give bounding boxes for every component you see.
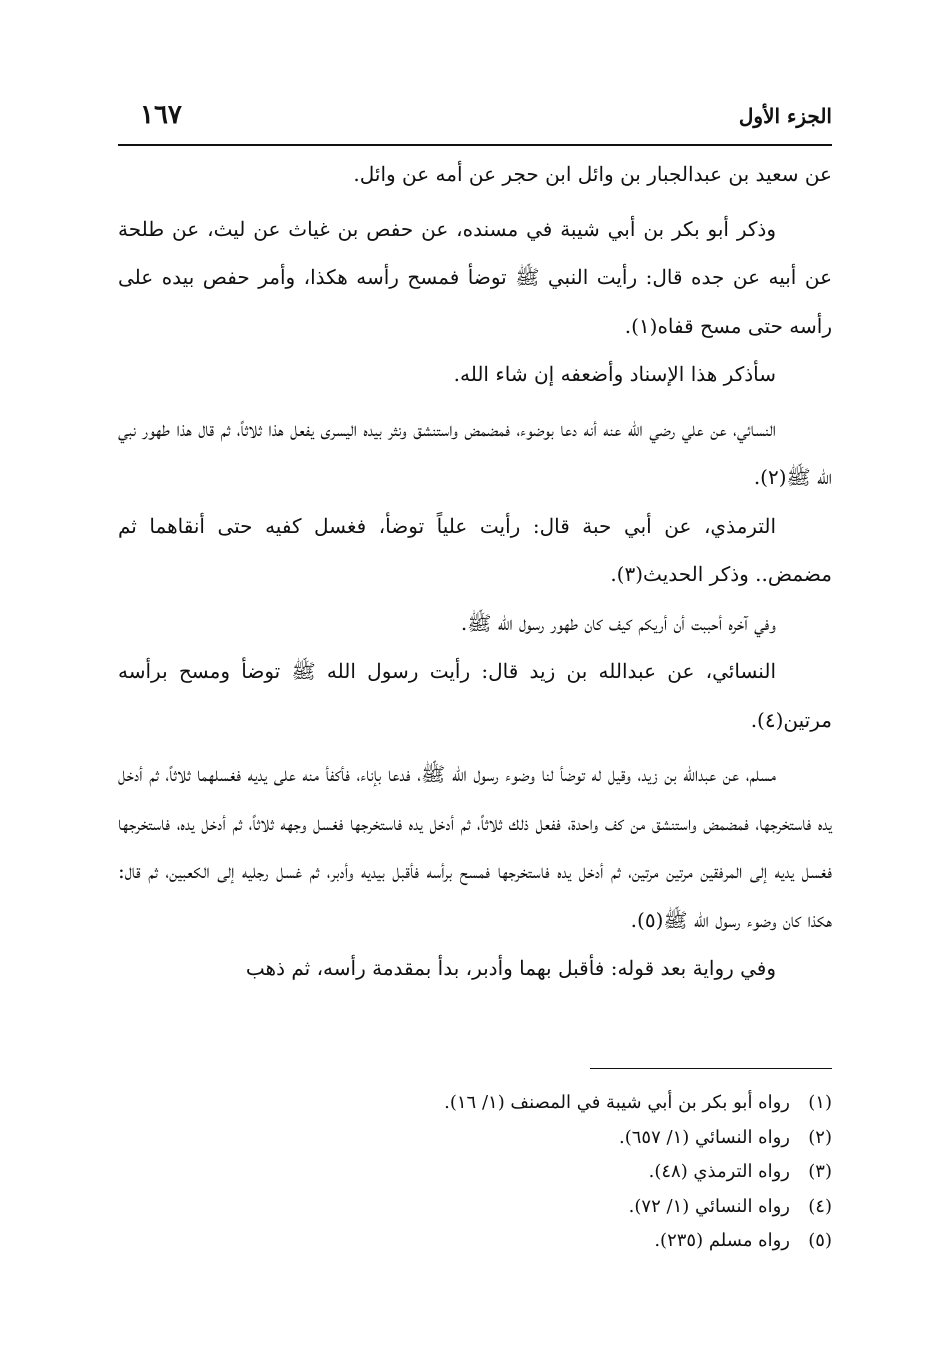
paragraph: وفي آخره أحببت أن أريكم كيف كان طهور رسول الله ﷺ. [460, 610, 776, 635]
paragraph: وذكر أبو بكر بن أبي شيبة في مسنده، عن حفص بن غياث عن ليث، عن طلحة عن أبيه عن جده قال: رأيت النبي ﷺ توضأ فمسح رأسه هكذا، وأمر حفص بيده على رأسه حتى مسح قفاه(١). [118, 216, 833, 338]
footnote-number: (٥) [808, 1230, 832, 1251]
footnote-text: رواه النسائي (١/ ٦٥٧). [619, 1126, 790, 1148]
footnote-rule [590, 1068, 832, 1069]
footnote [118, 1224, 832, 1259]
paragraph: الترمذي، عن أبي حبة قال: رأيت علياً توضأ، فغسل كفيه حتى أنقاهما ثم مضمض.. وذكر الحديث(٣). [118, 513, 832, 586]
paragraph: سأذكر هذا الإسناد وأضعفه إن شاء الله. [453, 362, 776, 386]
footnote-number: (١) [808, 1092, 832, 1113]
running-title: الجزء الأول [738, 104, 832, 128]
footnote [118, 1121, 832, 1156]
paragraph: عن سعيد بن عبدالجبار بن وائل ابن حجر عن أمه عن وائل. [353, 162, 832, 186]
footnote [118, 1190, 832, 1225]
page-number: ١٦٧ [140, 100, 182, 130]
footnote-text: رواه مسلم (٢٣٥). [654, 1230, 790, 1251]
paragraph: النسائي، عن علي رضي الله عنه أنه دعا بوضوء، فمضمض واستنشق ونثر بيده اليسرى يفعل هذا ثلاثاً، ثم قال هذا طهور نبي الله ﷺ(٢). [118, 416, 832, 489]
paragraph: النسائي، عن عبدالله بن زيد قال: رأيت رسول الله ﷺ توضأ ومسح برأسه مرتين(٤). [118, 659, 832, 732]
body-text [118, 150, 832, 993]
paragraph: مسلم، عن عبدالله بن زيد، وقيل له توضأ لنا وضوء رسول الله ﷺ، فدعا بإناء، فأكفأ منه على يديه فغسلهما ثلاثاً، ثم أدخل يده فاستخرجها، فمضمض واستنشق من كف واحدة، ففعل ذلك ثلاثاً، ثم أدخل يده فاستخرجها فغسل وجهه ثلاثاً، ثم أدخل يده، فاستخرجها فغسل يديه إلى المرفقين مرتين مرتين، ثم أدخل يده فاستخرجها فمسح برأسه فأقبل بيديه وأدبر، ثم غسل رجليه إلى الكعبين، ثم قال: هكذا كان وضوء رسول الله ﷺ(٥). [118, 762, 833, 932]
footnote-number: (٢) [808, 1126, 832, 1148]
footnote-text: رواه أبو بكر بن أبي شيبة في المصنف (١/ ١٦). [444, 1092, 790, 1113]
footnote [118, 1155, 832, 1190]
footnotes [118, 1086, 832, 1259]
footnote-text: رواه الترمذي (٤٨). [648, 1161, 790, 1182]
paragraph: وفي رواية بعد قوله: فأقبل بهما وأدبر، بدأ بمقدمة رأسه، ثم ذهب [245, 956, 776, 980]
footnote-number: (٣) [808, 1161, 832, 1182]
footnote-text: رواه النسائي (١/ ٧٢). [628, 1195, 790, 1217]
header-rule [118, 144, 832, 146]
footnote-number: (٤) [808, 1195, 832, 1217]
page-header [118, 96, 832, 140]
footnote [118, 1086, 832, 1121]
